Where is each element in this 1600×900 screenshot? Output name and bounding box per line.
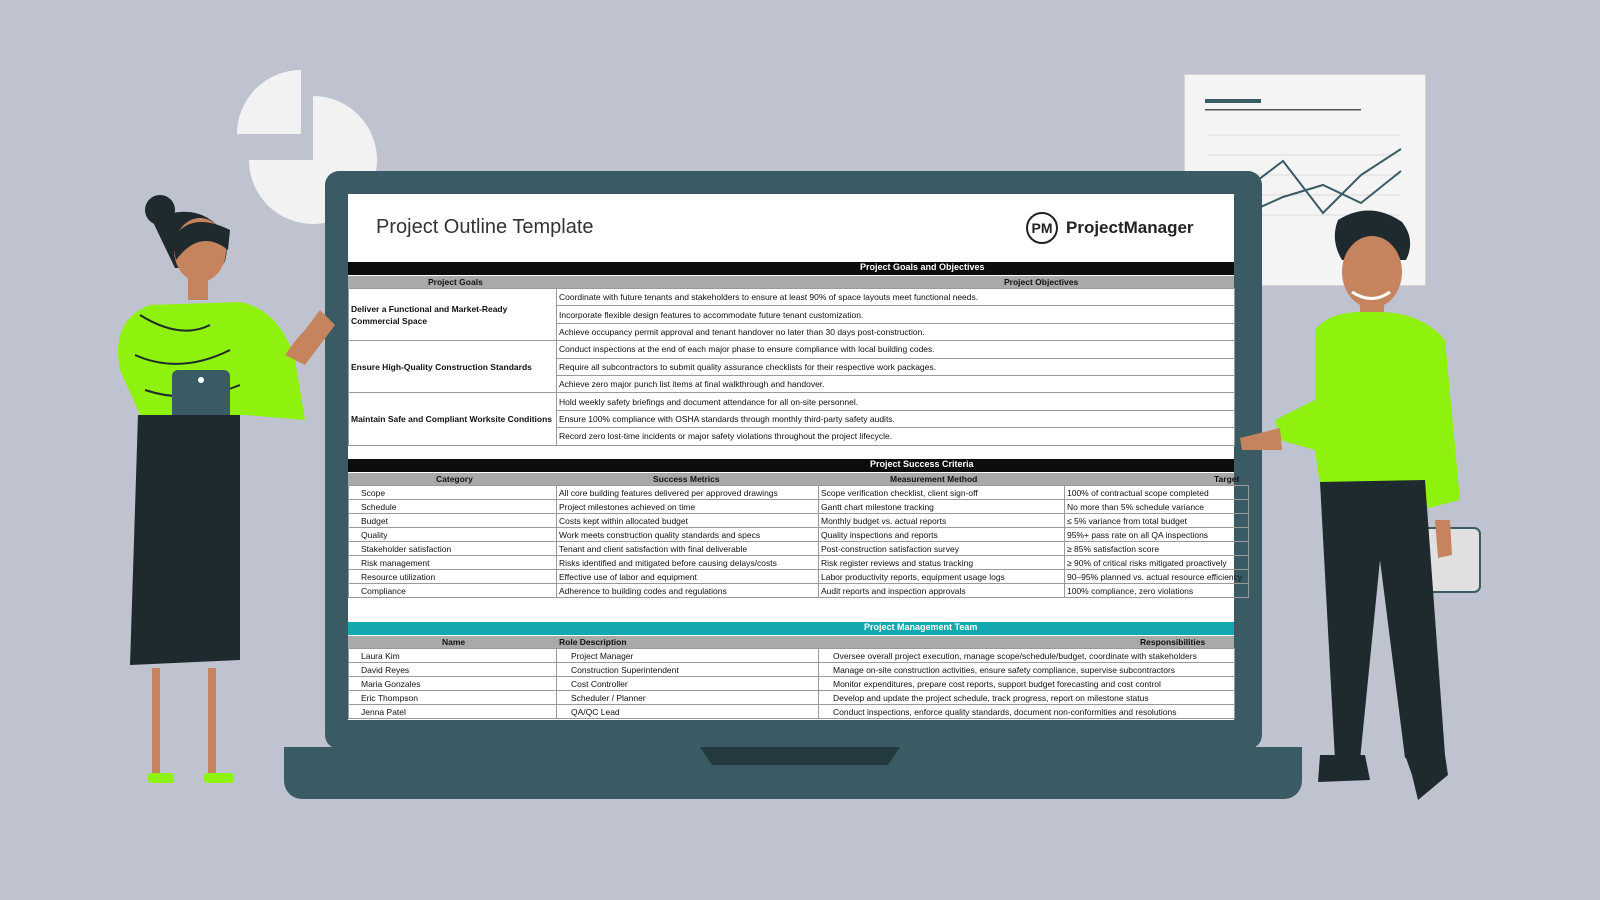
criteria-method-cell[interactable]: Gantt chart milestone tracking (819, 500, 1065, 514)
objective-cell[interactable]: Achieve occupancy permit approval and tenant handover no later than 30 days post-construction. (557, 323, 1235, 340)
woman-illustration (80, 190, 350, 805)
criteria-category-cell[interactable]: Compliance (349, 584, 557, 598)
team-row (349, 691, 1235, 705)
criteria-section-bar (348, 459, 1234, 472)
criteria-category-cell[interactable]: Budget (349, 514, 557, 528)
team-responsibility-cell[interactable]: Conduct inspections, enforce quality standards, document non-conformities and resolutions (819, 705, 1235, 719)
criteria-metric-cell[interactable]: Risks identified and mitigated before causing delays/costs (557, 556, 819, 570)
team-name-cell[interactable]: Maria Gonzales (349, 677, 557, 691)
goals-row (349, 289, 1235, 306)
team-row (349, 663, 1235, 677)
objective-cell[interactable]: Conduct inspections at the end of each major phase to ensure compliance with local building codes. (557, 341, 1235, 358)
goals-table (348, 288, 1235, 446)
team-header-responsibilities: Responsibilities (1140, 637, 1206, 647)
criteria-method-cell[interactable]: Scope verification checklist, client sign-off (819, 486, 1065, 500)
criteria-row (349, 486, 1249, 500)
criteria-category-cell[interactable]: Schedule (349, 500, 557, 514)
team-responsibility-cell[interactable]: Oversee overall project execution, manage scope/schedule/budget, coordinate with stakeholders (819, 649, 1235, 663)
criteria-table (348, 485, 1249, 598)
goals-row (349, 341, 1235, 358)
team-role-cell[interactable]: Project Manager (557, 649, 819, 663)
criteria-category-cell[interactable]: Stakeholder satisfaction (349, 542, 557, 556)
goals-header-row (348, 276, 1234, 288)
criteria-category-cell[interactable]: Resource utilization (349, 570, 557, 584)
criteria-metric-cell[interactable]: Work meets construction quality standards and specs (557, 528, 819, 542)
team-row (349, 705, 1235, 719)
criteria-header-category: Category (436, 474, 473, 484)
criteria-row (349, 514, 1249, 528)
man-illustration (1220, 200, 1510, 820)
objective-cell[interactable]: Coordinate with future tenants and stakeholders to ensure at least 90% of space layouts meet functional needs. (557, 289, 1235, 306)
team-role-cell[interactable]: Cost Controller (557, 677, 819, 691)
criteria-method-cell[interactable]: Risk register reviews and status tracking (819, 556, 1065, 570)
criteria-category-cell[interactable]: Risk management (349, 556, 557, 570)
goals-header-objectives: Project Objectives (1004, 277, 1079, 287)
document-title: Project Outline Template (376, 216, 594, 238)
criteria-method-cell[interactable]: Post-construction satisfaction survey (819, 542, 1065, 556)
team-section-bar (348, 622, 1234, 635)
objective-cell[interactable]: Require all subcontractors to submit quality assurance checklists for their respective work packages. (557, 358, 1235, 375)
criteria-row (349, 556, 1249, 570)
team-role-cell[interactable]: Construction Superintendent (557, 663, 819, 677)
criteria-metric-cell[interactable]: Effective use of labor and equipment (557, 570, 819, 584)
team-name-cell[interactable]: Laura Kim (349, 649, 557, 663)
team-row (349, 649, 1235, 663)
goals-row (349, 393, 1235, 410)
goal-cell[interactable]: Maintain Safe and Compliant Worksite Conditions (349, 393, 557, 445)
criteria-target-cell[interactable]: ≤ 5% variance from total budget (1065, 514, 1249, 528)
criteria-method-cell[interactable]: Quality inspections and reports (819, 528, 1065, 542)
team-responsibility-cell[interactable]: Monitor expenditures, prepare cost reports, support budget forecasting and cost control (819, 677, 1235, 691)
criteria-header-method: Measurement Method (890, 474, 978, 484)
criteria-method-cell[interactable]: Labor productivity reports, equipment usage logs (819, 570, 1065, 584)
criteria-row (349, 500, 1249, 514)
team-role-cell[interactable]: QA/QC Lead (557, 705, 819, 719)
criteria-section-title: Project Success Criteria (870, 459, 974, 469)
team-responsibility-cell[interactable]: Develop and update the project schedule, track progress, report on milestone status (819, 691, 1235, 705)
criteria-target-cell[interactable]: No more than 5% schedule variance (1065, 500, 1249, 514)
criteria-row (349, 542, 1249, 556)
objective-cell[interactable]: Record zero lost-time incidents or major safety violations throughout the project lifecycle. (557, 428, 1235, 445)
criteria-method-cell[interactable]: Audit reports and inspection approvals (819, 584, 1065, 598)
criteria-metric-cell[interactable]: Project milestones achieved on time (557, 500, 819, 514)
criteria-target-cell[interactable]: 100% of contractual scope completed (1065, 486, 1249, 500)
goal-cell[interactable]: Deliver a Functional and Market-Ready Commercial Space (349, 289, 557, 341)
criteria-metric-cell[interactable]: Tenant and client satisfaction with final deliverable (557, 542, 819, 556)
team-header-role: Role Description (559, 637, 627, 647)
criteria-category-cell[interactable]: Quality (349, 528, 557, 542)
team-section-title: Project Management Team (864, 622, 978, 632)
spreadsheet-screen (348, 194, 1243, 720)
team-table (348, 648, 1235, 719)
criteria-row (349, 584, 1249, 598)
team-name-cell[interactable]: Eric Thompson (349, 691, 557, 705)
criteria-metric-cell[interactable]: All core building features delivered per approved drawings (557, 486, 819, 500)
team-name-cell[interactable]: David Reyes (349, 663, 557, 677)
goals-header-goal: Project Goals (428, 277, 483, 287)
criteria-category-cell[interactable]: Scope (349, 486, 557, 500)
team-role-cell[interactable]: Scheduler / Planner (557, 691, 819, 705)
projectmanager-logo (1026, 210, 1194, 246)
objective-cell[interactable]: Incorporate flexible design features to accommodate future tenant customization. (557, 306, 1235, 323)
criteria-method-cell[interactable]: Monthly budget vs. actual reports (819, 514, 1065, 528)
criteria-row (349, 570, 1249, 584)
criteria-target-cell[interactable]: 100% compliance, zero violations (1065, 584, 1249, 598)
criteria-target-cell[interactable]: 90–95% planned vs. actual resource efficiency (1065, 570, 1249, 584)
team-row (349, 677, 1235, 691)
pm-logo-icon: PM (1026, 212, 1058, 244)
criteria-target-cell[interactable]: ≥ 85% satisfaction score (1065, 542, 1249, 556)
criteria-target-cell[interactable]: 95%+ pass rate on all QA inspections (1065, 528, 1249, 542)
criteria-target-cell[interactable]: ≥ 90% of critical risks mitigated proactively (1065, 556, 1249, 570)
laptop-notch (700, 747, 900, 765)
criteria-header-target: Target (1214, 474, 1240, 484)
criteria-header-metrics: Success Metrics (653, 474, 720, 484)
brand-name: ProjectManager (1066, 218, 1194, 237)
goals-section-bar (348, 262, 1234, 275)
objective-cell[interactable]: Ensure 100% compliance with OSHA standards through monthly third-party safety audits. (557, 410, 1235, 427)
team-header-row (348, 636, 1234, 648)
goals-section-title: Project Goals and Objectives (860, 262, 985, 272)
objective-cell[interactable]: Hold weekly safety briefings and document attendance for all on-site personnel. (557, 393, 1235, 410)
goal-cell[interactable]: Ensure High-Quality Construction Standards (349, 341, 557, 393)
team-responsibility-cell[interactable]: Manage on-site construction activities, ensure safety compliance, supervise subcontractors (819, 663, 1235, 677)
criteria-metric-cell[interactable]: Adherence to building codes and regulations (557, 584, 819, 598)
team-header-name: Name (442, 637, 466, 647)
team-name-cell[interactable]: Jenna Patel (349, 705, 557, 719)
criteria-metric-cell[interactable]: Costs kept within allocated budget (557, 514, 819, 528)
criteria-header-row (348, 473, 1240, 485)
criteria-row (349, 528, 1249, 542)
objective-cell[interactable]: Achieve zero major punch list items at final walkthrough and handover. (557, 375, 1235, 392)
